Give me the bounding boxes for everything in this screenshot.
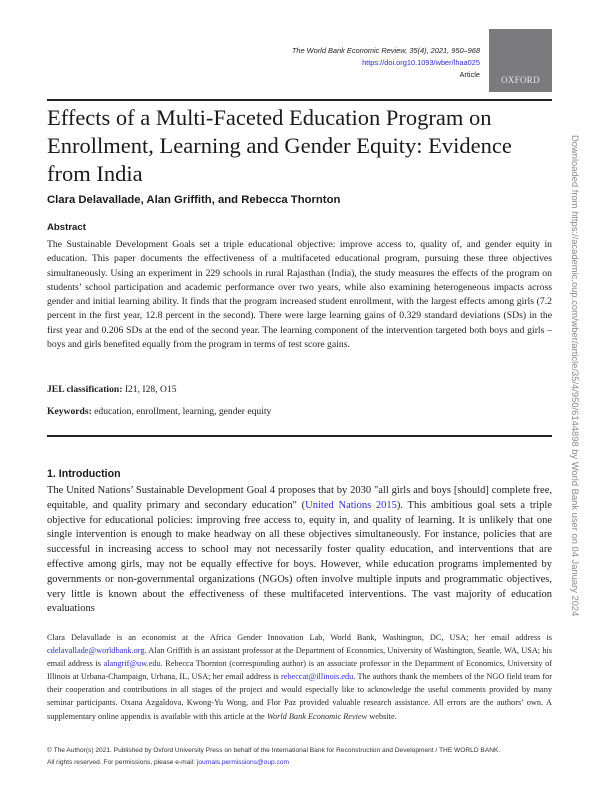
journal-header [292, 45, 480, 81]
footnote-text: Clara Delavallade is an economist at the Africa Gender Innovation Lab, World Bank, Washington, DC, USA; her email address is [47, 633, 552, 642]
header-divider [47, 99, 552, 101]
email-link-thornton[interactable]: rebeccat@illinois.edu [280, 672, 354, 682]
keywords [47, 406, 271, 417]
jel-classification [47, 384, 177, 395]
author-list: Clara Delavallade, Alan Griffith, and Rebecca Thornton [47, 194, 341, 206]
email-link-delavallade[interactable]: cdelavallade@worldbank.org [47, 646, 145, 656]
jel-codes: I21, I28, O15 [122, 384, 177, 395]
journal-citation: The World Bank Economic Review, 35(4), 2021, 950–968 [291, 46, 480, 55]
permissions-line [47, 757, 552, 769]
author-footnote [47, 631, 552, 723]
email-link-griffith[interactable]: alangrif@uw.edu [103, 659, 161, 669]
intro-text-part: ). This ambitious goal sets a triple objective for educational policies: improving free access to, equity in, and quality of learning. It is unlikely that one single intervention is enough to make headway on all these objectives simultaneously. For instance, policies that are successful in increasing access to school may not necessarily foster quality education, and interventions that are effective among girls, may not be equally effective for boys. However, while education programs implemented by governments or non-governmental organizations (NGOs) often involve multiple inputs and programmatic objectives, very little is known about the effectiveness of these multifaceted interventions. The vast majority of education evaluations [47, 499, 552, 615]
permissions-email-link[interactable]: journals.permissions@oup.com [196, 759, 289, 767]
permissions-text: All rights reserved. For permissions, please e-mail: [47, 759, 197, 767]
citation-link-united-nations-2015[interactable]: United Nations 2015 [305, 499, 397, 511]
introduction-paragraph [47, 484, 552, 617]
footnote-text: . Alan Griffith is an assistant professor at the Department of Economics, University of Washington, Seattle, WA, USA; his email address is [47, 646, 552, 669]
jel-label: JEL classification: [47, 384, 123, 395]
footnote-text: . Rebecca Thornton (corresponding author) is an associate professor in the Department of Economics, University of Illinois at Urbana-Champaign, Urbana, IL, USA; her email address is [47, 659, 552, 682]
section-heading-introduction: 1. Introduction [47, 468, 121, 480]
copyright-line: © The Author(s) 2021. Published by Oxford University Press on behalf of the International Bank for Reconstruction and Development / THE WORLD BANK. [47, 747, 501, 754]
footnote-text: . The authors thank the members of the NGO field team for their cooperation and contributions in all stages of the project and would especially like to acknowledge the useful comments provided by many seminar participants. Oxana Azgaldova, Kwong-Yu Wong, and Flor Paz provided valuable research assistance. All errors are the authors’ own. A supplementary online appendix is available with this article at the [47, 672, 553, 721]
oxford-logo-text: OXFORD [501, 75, 540, 85]
abstract-divider [47, 435, 552, 437]
journal-name-italic: World Bank Economic Review [266, 711, 368, 721]
footnote-text: website. [367, 711, 397, 721]
doi-link[interactable]: https://doi.org10.1093/wber/lhaa025 [362, 58, 480, 67]
download-watermark [569, 135, 581, 655]
abstract-text: The Sustainable Development Goals set a triple educational objective: improve access to, quality of, and gender equity in education. This paper documents the effectiveness of a multifaceted educational program, pursuing these three objectives simultaneously. Using an experiment in 229 schools in rural Rajasthan (India), the study measures the effects of the program on students’ school participation and academic performance over two years, while also examining heterogeneous impacts across gender and initial learning ability. It finds that the program increased student enrollment, with the largest effects among girls (7.2 percent in the first year, 12.8 percent in the second). There were large learning gains of 0.329 standard deviations (SDs) in the first year and 0.206 SDs at the end of the second year. The learning component of the intervention targeted both boys and girls – boys and girls benefited equally from the program in terms of test score gains. [47, 239, 552, 351]
copyright-notice [47, 745, 552, 769]
download-watermark-text: Downloaded from https://academic.oup.com/wber/article/35/4/950/6144898 by World Bank user on 04 January 2024 [570, 135, 581, 617]
abstract-heading: Abstract [47, 222, 86, 233]
intro-text-part: The United Nations’ Sustainable Development Goal 4 proposes that by 2030 "all girls and boys [should] complete free, equitable, and quality primary and secondary education" ( [47, 485, 552, 511]
keywords-list: education, enrollment, learning, gender equity [91, 406, 272, 417]
article-type: Article [459, 70, 480, 79]
paper-title: Effects of a Multi-Faceted Education Program on Enrollment, Learning and Gender Equity: Evidence from India [47, 105, 512, 186]
oxford-logo [489, 29, 552, 92]
keywords-label: Keywords: [47, 406, 92, 417]
